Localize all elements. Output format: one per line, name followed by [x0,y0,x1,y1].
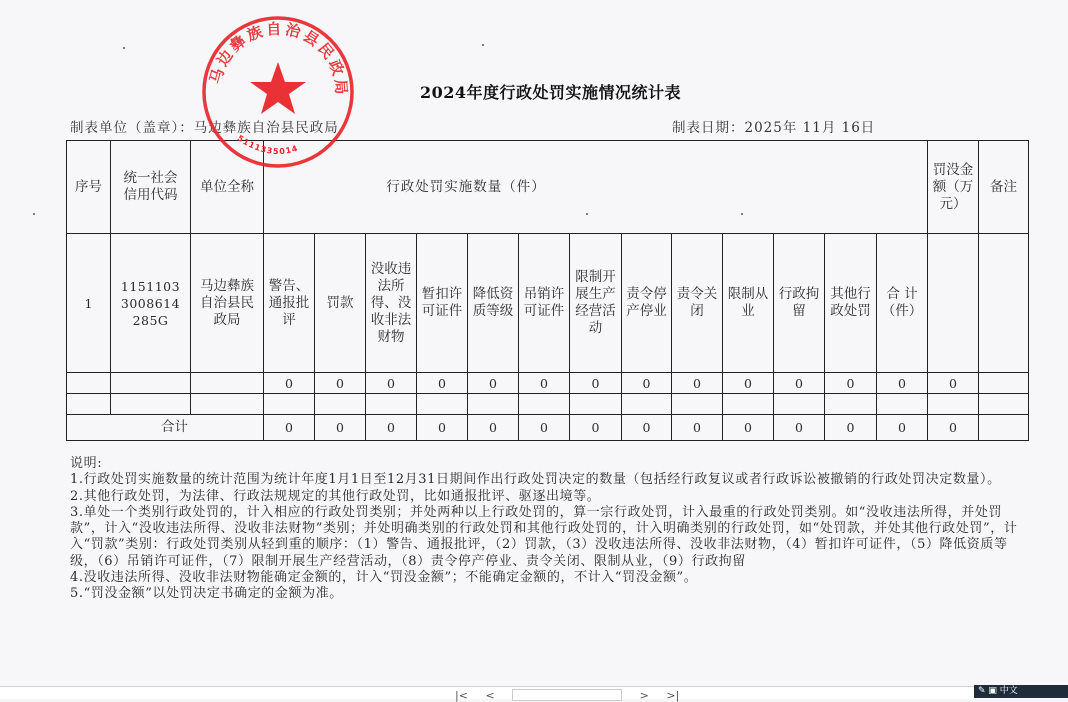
cell-empty [928,394,979,415]
cell-empty [825,394,877,415]
row1-seq: 1 [67,234,111,373]
total-cell: 0 [672,415,723,441]
row1-unit-name: 马边彝族自治县民政局 [191,234,264,373]
subheader-order-close: 责令关闭 [672,234,723,373]
cell-empty [979,373,1029,394]
cell-empty [191,373,264,394]
note-4: 4.没收违法所得、没收非法财物能确定金额的，计入“罚没金额”；不能确定金额的，不计入“罚没金额”。 [70,570,698,586]
header-penalty-count-group: 行政处罚实施数量（件） [264,141,928,234]
total-cell: 0 [877,415,928,441]
total-cell: 0 [825,415,877,441]
value-cell: 0 [774,373,825,394]
cell-empty [264,394,315,415]
total-cell: 0 [723,415,774,441]
notes-section [70,456,1030,603]
last-page-button[interactable]: >| [666,689,680,702]
cell-empty [191,394,264,415]
subheader-suspend-license: 暂扣许可证件 [417,234,468,373]
value-cell: 0 [570,373,622,394]
header-remark: 备注 [979,141,1029,234]
subheader-stop-production: 责令停产停业 [622,234,672,373]
header-unit-name: 单位全称 [191,141,264,234]
total-cell: 0 [519,415,570,441]
cell-empty [570,394,622,415]
scan-speck [482,44,484,46]
total-cell: 0 [570,415,622,441]
document-title: 2024年度行政处罚实施情况统计表 [419,83,682,102]
page-number-input[interactable] [512,689,622,701]
cell-empty [877,394,928,415]
penalty-stats-table [66,140,1029,441]
table-row [67,394,1029,415]
header-row [67,141,1029,234]
value-cell: 0 [519,373,570,394]
note-3: 3.单处一个类别行政处罚的，计入相应的行政处罚类别；并处两种以上行政处罚的，算一宗行政处罚，计入最重的行政处罚类别。如“没收违法所得，并处罚款”，计入“没收违法所得、没收非法财物”类别；并处明确类别的行政处罚和其他行政处罚的，计入明确类别的行政处罚，如“处罚款，并处其他行政处罚”，计入“罚款”类别：行政处罚类别从轻到重的顺序：（1）警告、通报批评，（2）罚款，（3）没收违法所得、没收非法财物，（4）暂扣许可证件，（5）降低资质等级，（6）吊销许可证件，（7）限制开展生产经营活动，（8）责令停产停业、责令关闭、限制从业，（9）行政拘留 [70,504,1018,569]
cell-empty [672,394,723,415]
value-cell: 0 [672,373,723,394]
total-cell: 0 [928,415,979,441]
value-cell: 0 [622,373,672,394]
next-page-button[interactable]: > [639,689,649,702]
subheader-total: 合 计（件） [877,234,928,373]
total-row [67,415,1029,441]
header-amount: 罚没金额（万元） [928,141,979,234]
cell-empty [519,394,570,415]
svg-text:5111335014: 5111335014 [235,133,300,157]
date-line [672,116,875,136]
value-cell: 0 [366,373,417,394]
subheader-restrict-business: 限制开展生产经营活动 [570,234,622,373]
date-value: 2025年 11月 16日 [744,120,876,136]
value-cell: 0 [264,373,315,394]
note-2: 2.其他行政处罚，为法律、行政法规规定的其他行政处罚，比如通报批评、驱逐出境等。 [70,488,601,504]
notes-heading: 说明: [70,456,103,471]
subheader-fine: 罚款 [315,234,366,373]
row1-credit-code: 11511033008614285G [111,234,191,373]
header-credit-code: 统一社会信用代码 [111,141,191,234]
subheader-confiscation: 没收违法所得、没收非法财物 [366,234,417,373]
total-label: 合计 [67,415,264,441]
cell-empty [468,394,519,415]
header-seq: 序号 [67,141,111,234]
unit-line [70,116,339,136]
table-row [67,373,1029,394]
unit-label: 制表单位（盖章）： [70,120,194,136]
note-5: 5.“罚没金额”以处罚决定书确定的金额为准。 [70,586,343,602]
cell-empty [366,394,417,415]
value-cell: 0 [315,373,366,394]
subheader-warning: 警告、通报批评 [264,234,315,373]
cell-empty [979,415,1029,441]
page-navigator [455,689,693,702]
svg-text:马边彝族自治县民政局: 马边彝族自治县民政局 [206,19,351,98]
date-label: 制表日期： [672,120,745,136]
cell-empty [315,394,366,415]
subheader-downgrade: 降低资质等级 [468,234,519,373]
first-page-button[interactable]: |< [455,689,468,702]
scan-speck [33,213,35,215]
value-cell: 0 [723,373,774,394]
cell-empty [67,394,111,415]
system-tray[interactable] [974,685,1068,698]
scan-speck [123,47,125,49]
total-cell: 0 [264,415,315,441]
cell-empty [774,394,825,415]
value-cell: 0 [468,373,519,394]
cell-empty [111,373,191,394]
note-1: 1.行政处罚实施数量的统计范围为统计年度1月1日至12月31日期间作出行政处罚决定的数量（包括经行政复议或者行政诉讼被撤销的行政处罚决定数量）。 [70,472,1001,488]
row1-remark [979,234,1029,373]
cell-empty [417,394,468,415]
total-cell: 0 [468,415,519,441]
ime-icon[interactable]: ✎ ▣ [978,686,1000,696]
subheader-restrict-practice: 限制从业 [723,234,774,373]
cell-empty [111,394,191,415]
total-cell: 0 [366,415,417,441]
total-cell: 0 [774,415,825,441]
total-cell: 0 [315,415,366,441]
value-cell: 0 [877,373,928,394]
cell-empty [67,373,111,394]
cell-empty [979,394,1029,415]
table-row [67,234,1029,373]
row1-amount [928,234,979,373]
subheader-detention: 行政拘留 [774,234,825,373]
cell-empty [622,394,672,415]
ime-label: 中文 [999,686,1018,696]
value-cell: 0 [417,373,468,394]
value-cell: 0 [928,373,979,394]
total-cell: 0 [622,415,672,441]
cell-empty [723,394,774,415]
value-cell: 0 [825,373,877,394]
subheader-other: 其他行政处罚 [825,234,877,373]
total-cell: 0 [417,415,468,441]
prev-page-button[interactable]: < [485,689,495,702]
unit-value: 马边彝族自治县民政局 [193,120,339,136]
subheader-revoke-license: 吊销许可证件 [519,234,570,373]
